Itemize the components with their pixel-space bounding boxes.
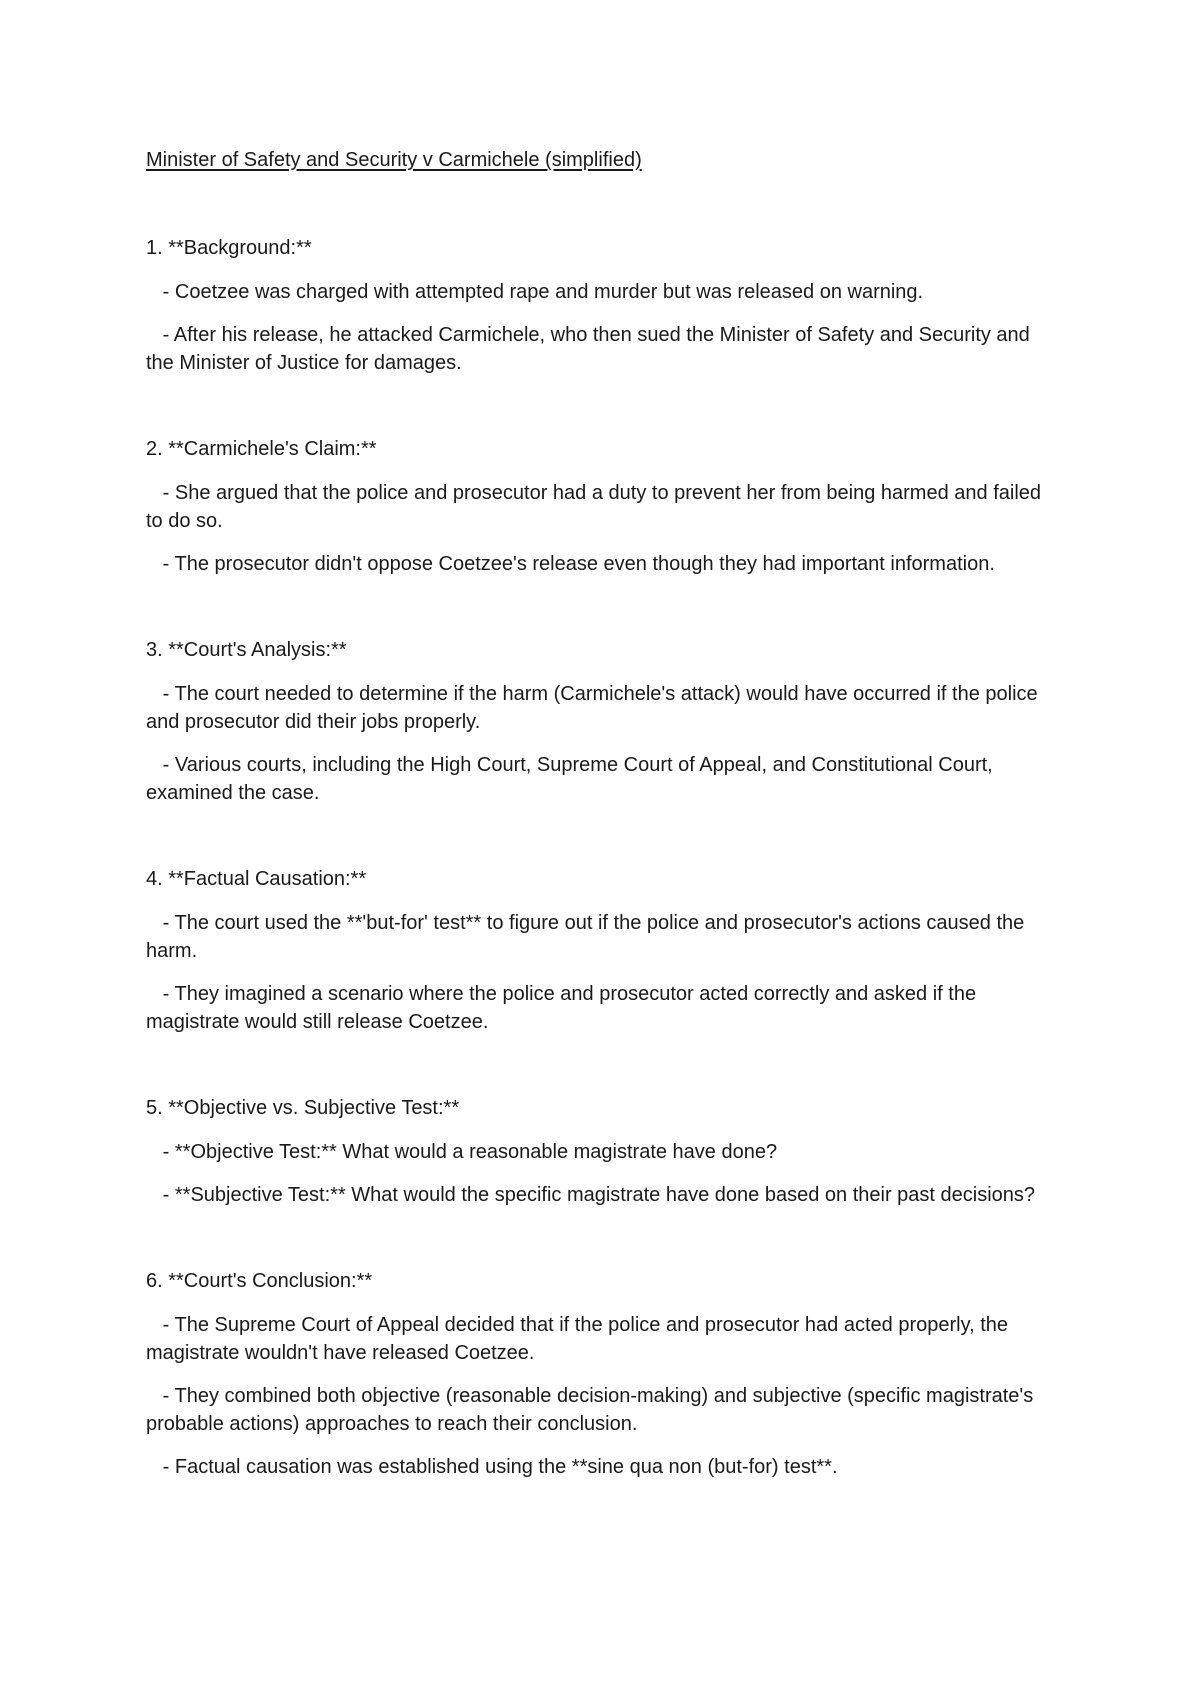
bullet-item: - Factual causation was established using the **sine qua non (but-for) test**. <box>146 1456 838 1478</box>
bullet-item: - Coetzee was charged with attempted rape and murder but was released on warning. <box>146 281 924 303</box>
section-heading: 1. **Background:** <box>146 237 312 259</box>
bullet-item: - They combined both objective (reasonable decision-making) and subjective (specific magistrate's probable actions) approaches to reach their conclusion. <box>146 1385 1039 1435</box>
bullet-item: - **Objective Test:** What would a reasonable magistrate have done? <box>146 1141 778 1163</box>
section-6 <box>146 1267 1056 1481</box>
section-1 <box>146 234 1056 377</box>
section-heading: 5. **Objective vs. Subjective Test:** <box>146 1097 460 1119</box>
section-2 <box>146 435 1056 578</box>
section-5 <box>146 1094 1056 1209</box>
section-heading: 3. **Court's Analysis:** <box>146 639 347 661</box>
bullet-item: - After his release, he attacked Carmichele, who then sued the Minister of Safety and Security and the Minister of Justice for damages. <box>146 324 1036 374</box>
bullet-item: - The court needed to determine if the harm (Carmichele's attack) would have occurred if the police and prosecutor did their jobs properly. <box>146 683 1044 733</box>
bullet-item: - Various courts, including the High Court, Supreme Court of Appeal, and Constitutional Court, examined the case. <box>146 754 999 804</box>
section-3 <box>146 636 1056 807</box>
section-heading: 2. **Carmichele's Claim:** <box>146 438 377 460</box>
section-heading: 4. **Factual Causation:** <box>146 868 367 890</box>
sections-container <box>146 234 1056 1481</box>
section-4 <box>146 865 1056 1036</box>
bullet-item: - The court used the **'but-for' test** to figure out if the police and prosecutor's actions caused the harm. <box>146 912 1030 962</box>
bullet-item: - They imagined a scenario where the police and prosecutor acted correctly and asked if the magistrate would still release Coetzee. <box>146 983 982 1033</box>
bullet-item: - The Supreme Court of Appeal decided that if the police and prosecutor had acted properly, the magistrate wouldn't have released Coetzee. <box>146 1314 1014 1364</box>
bullet-item: - **Subjective Test:** What would the specific magistrate have done based on their past decisions? <box>146 1184 1036 1206</box>
bullet-item: - The prosecutor didn't oppose Coetzee's release even though they had important information. <box>146 553 995 575</box>
document-title: Minister of Safety and Security v Carmichele (simplified) <box>146 149 642 171</box>
document-body <box>146 146 1056 1481</box>
section-heading: 6. **Court's Conclusion:** <box>146 1270 373 1292</box>
bullet-item: - She argued that the police and prosecutor had a duty to prevent her from being harmed and failed to do so. <box>146 482 1047 532</box>
